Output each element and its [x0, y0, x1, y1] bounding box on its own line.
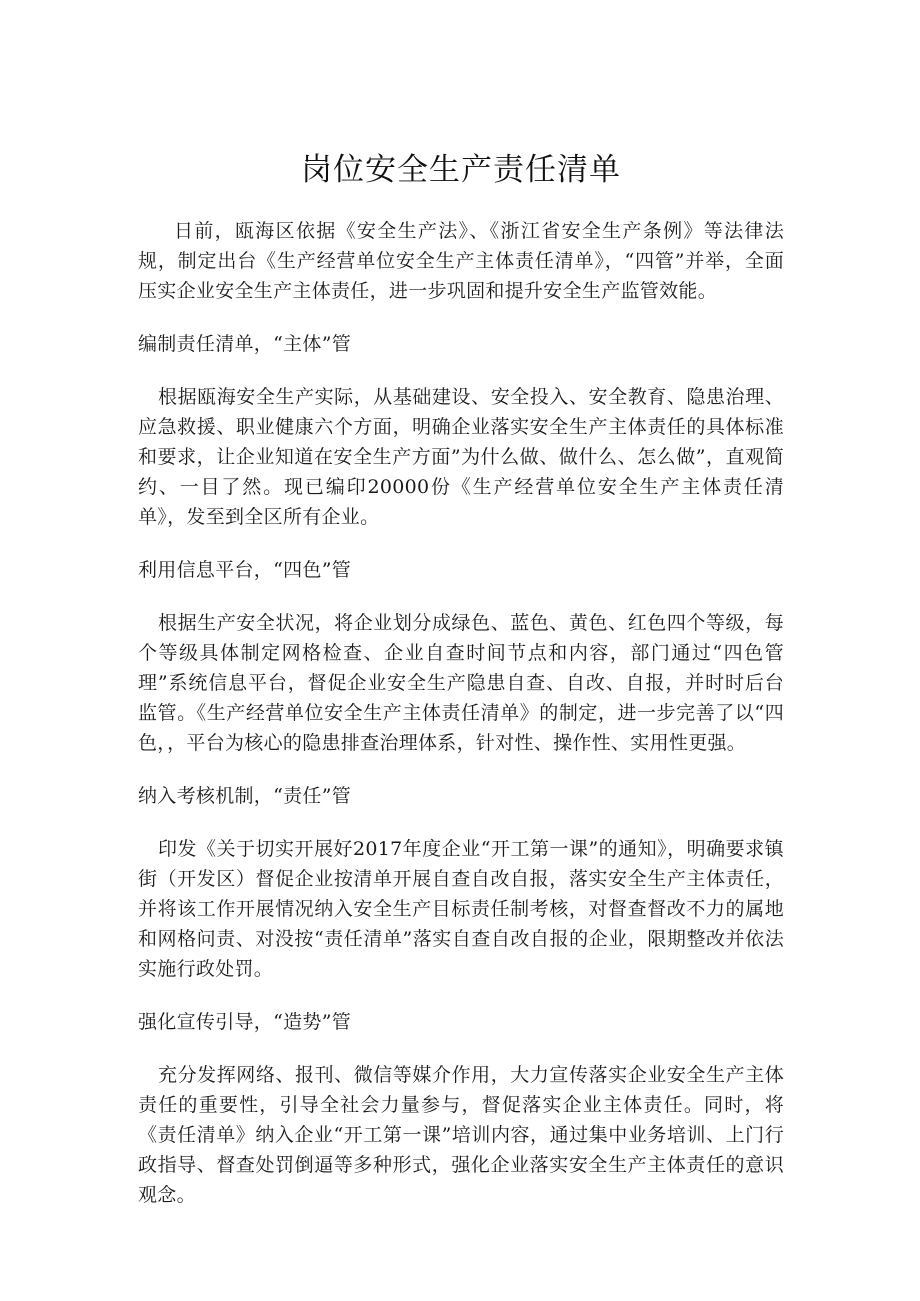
section-heading-2: 利用信息平台，“四色”管	[138, 559, 352, 581]
section-heading-3: 纳入考核机制，“责任”管	[138, 785, 352, 807]
section-body-1: 根据瓯海安全生产实际，从基础建设、安全投入、安全教育、隐患治理、应急救援、职业健康六个方面，明确企业落实安全生产主体责任的具体标准和要求，让企业知道在安全生产方面”为什么做、做什么、怎么做”，直观简约、一目了然。现已编印20000份《生产经营单位安全生产主体责任清单》，发至到全区所有企业。	[138, 386, 784, 528]
section-body-4: 充分发挥网络、报刊、微信等媒介作用，大力宣传落实企业安全生产主体责任的重要性，引导全社会力量参与，督促落实企业主体责任。同时，将《责任清单》纳入企业“开工第一课”培训内容，通过集中业务培训、上门行政指导、督查处罚倒逼等多种形式，强化企业落实安全生产主体责任的意识观念。	[138, 1064, 784, 1206]
section-heading-1: 编制责任清单，“主体”管	[138, 333, 352, 355]
section-heading-4: 强化宣传引导，“造势”管	[138, 1011, 352, 1033]
section-body-2: 根据生产安全状况，将企业划分成绿色、蓝色、黄色、红色四个等级，每个等级具体制定网格检查、企业自查时间节点和内容，部门通过“四色管理”系统信息平台，督促企业安全生产隐患自查、自改、自报，并时时后台监管。《生产经营单位安全生产主体责任清单》的制定，进一步完善了以“四色，，平台为核心的隐患排查治理体系，针对性、操作性、实用性更强。	[138, 612, 784, 754]
intro-paragraph: 日前，瓯海区依据《安全生产法》、《浙江省安全生产条例》等法律法规，制定出台《生产经营单位安全生产主体责任清单》，“四管”并举，全面压实企业安全生产主体责任，进一步巩固和提升安全生产监管效能。	[138, 220, 784, 302]
document-title: 岗位安全生产责任清单	[301, 152, 621, 188]
section-body-3: 印发《关于切实开展好2017年度企业“开工第一课”的通知》，明确要求镇街（开发区）督促企业按清单开展自查自改自报，落实安全生产主体责任，并将该工作开展情况纳入安全生产目标责任制考核，对督查督改不力的属地和网格问责、对没按“责任清单”落实自查自改自报的企业，限期整改并依法实施行政处罚。	[138, 838, 784, 980]
document-page	[138, 148, 784, 1233]
